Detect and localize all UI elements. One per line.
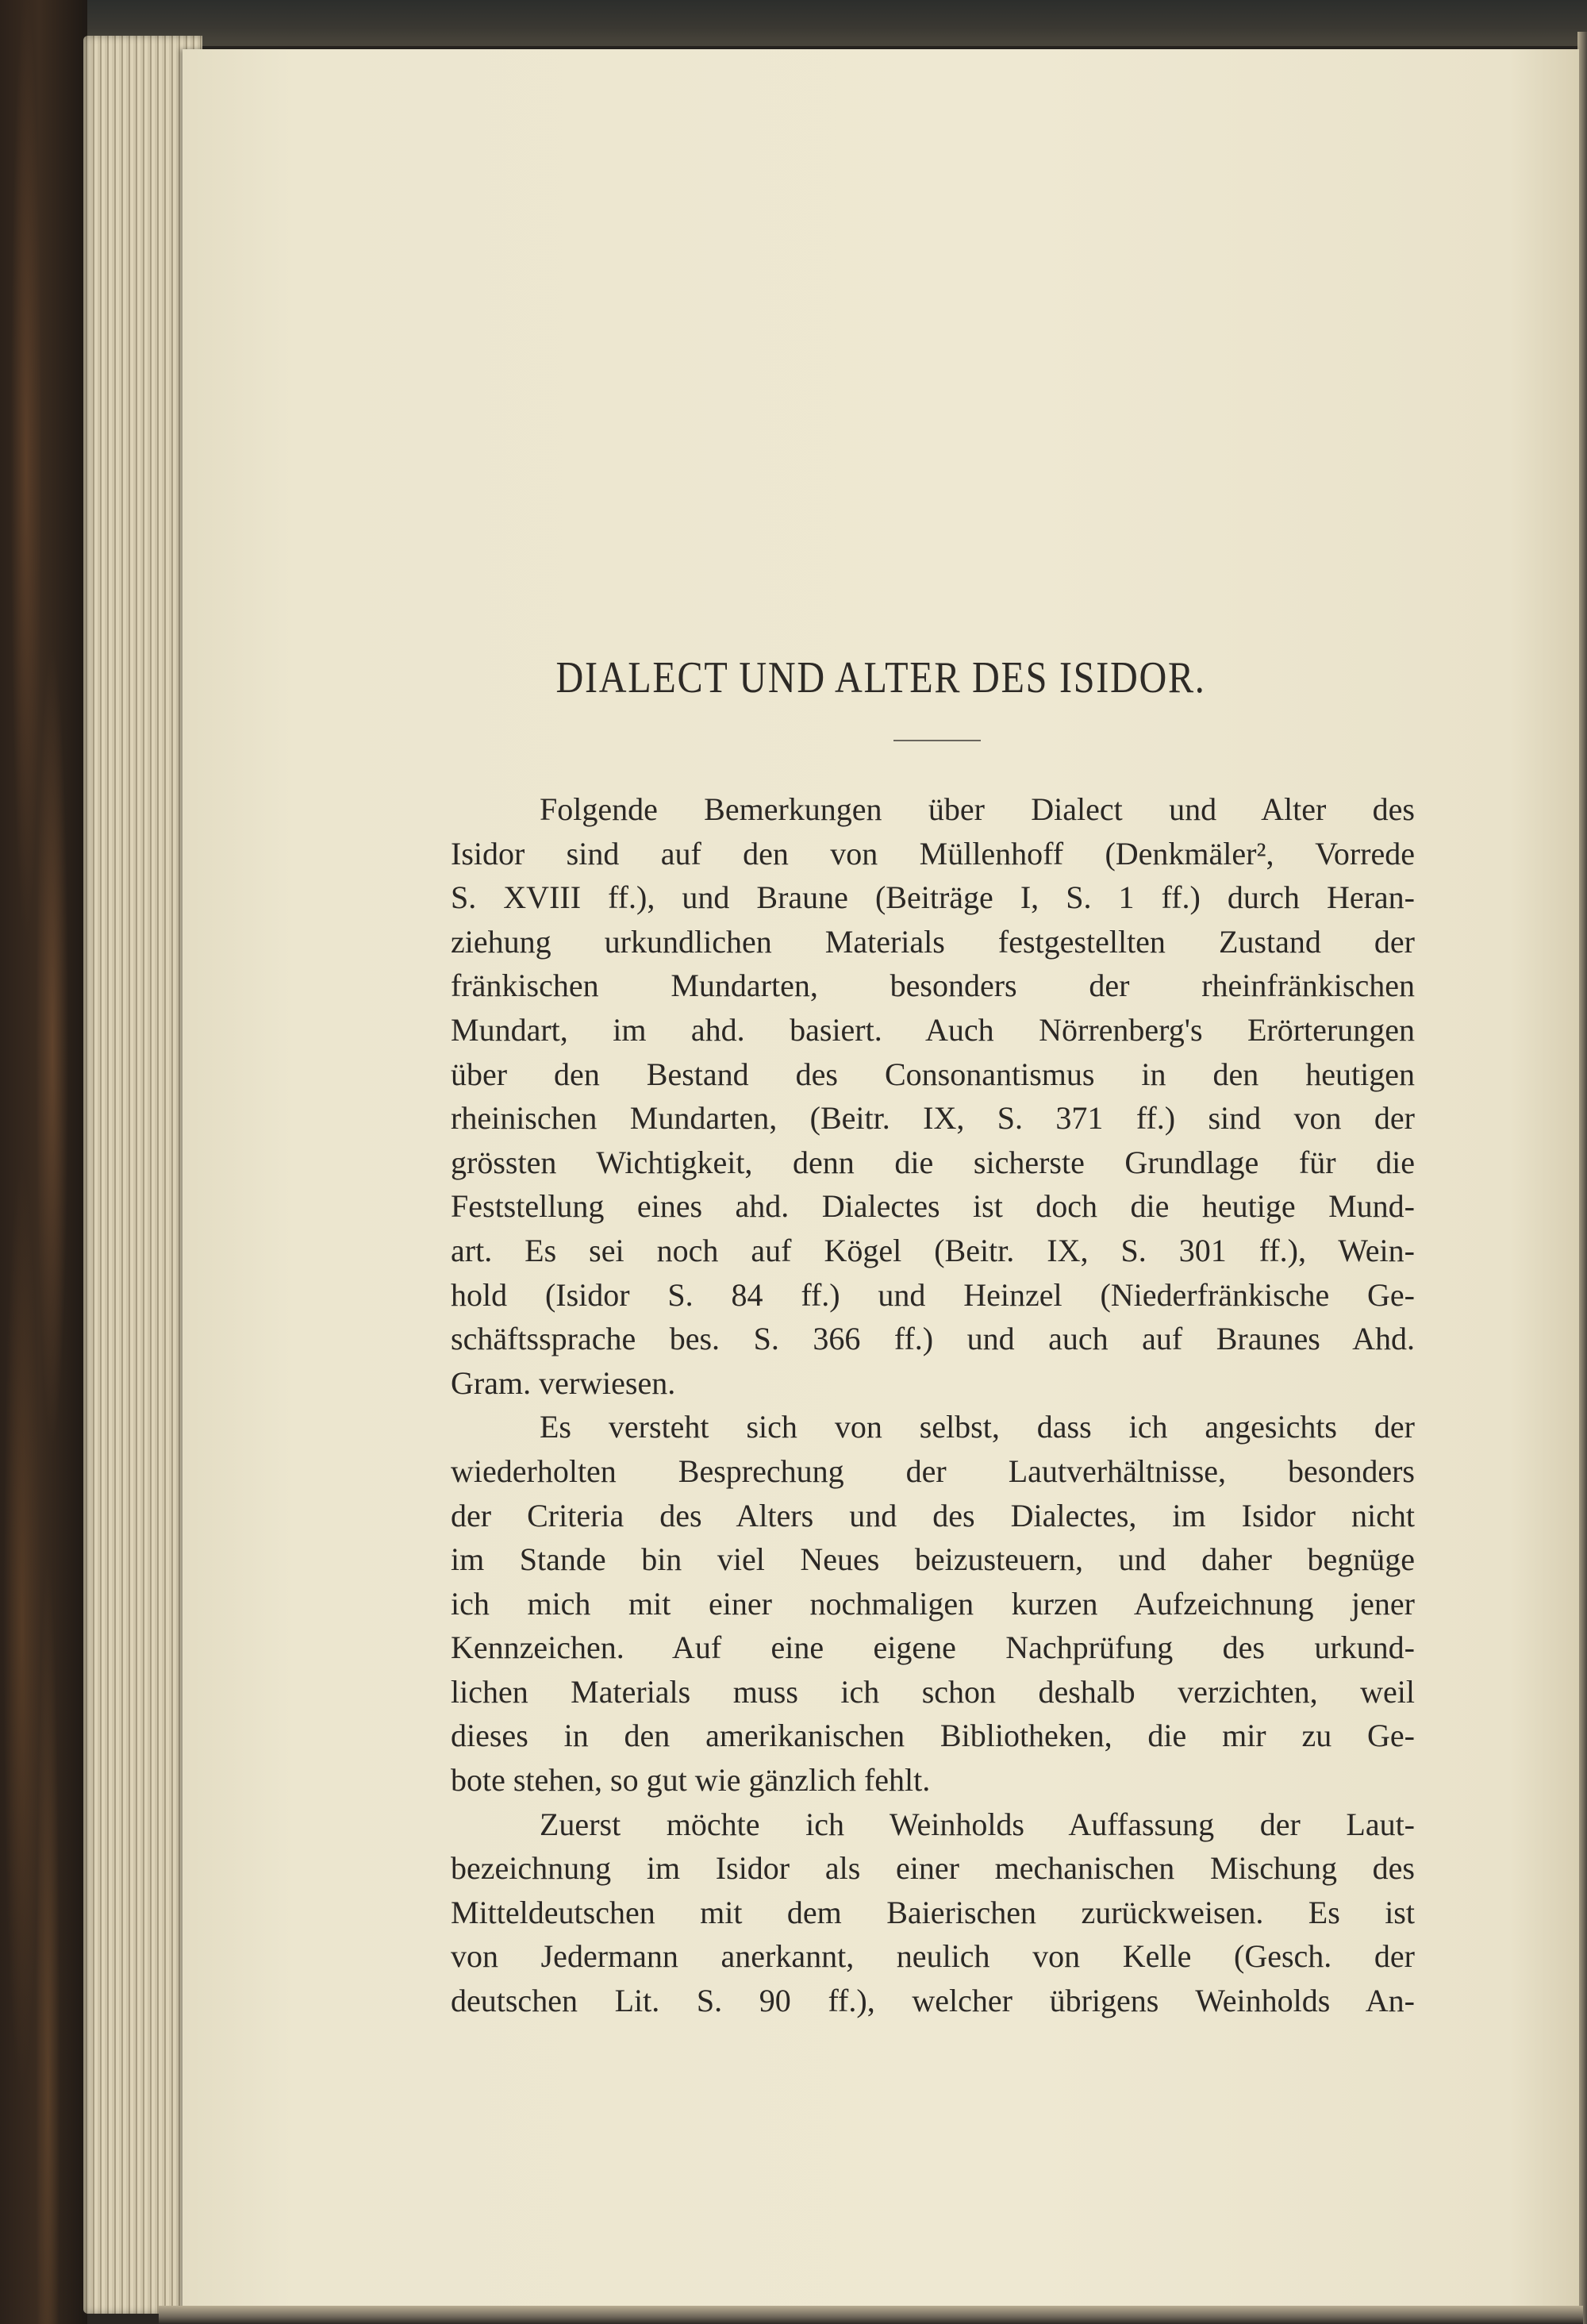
text-line: deutschen Lit. S. 90 ff.), welcher übrigens Weinholds An- — [451, 1983, 1415, 2019]
text-line: ich mich mit einer nochmaligen kurzen Aufzeichnung jener — [451, 1585, 1415, 1622]
text-line: Feststellung eines ahd. Dialectes ist doch die heutige Mund- — [451, 1188, 1415, 1225]
text-line: der Criteria des Alters und des Dialectes, im Isidor nicht — [451, 1497, 1415, 1533]
text-line: bezeichnung im Isidor als einer mechanischen Mischung des — [451, 1850, 1415, 1887]
text-line: Isidor sind auf den von Müllenhoff (Denkmäler², Vorrede — [451, 835, 1415, 872]
text-line: rheinischen Mundarten, (Beitr. IX, S. 371 ff.) sind von der — [451, 1100, 1415, 1137]
book-top-edge — [0, 0, 1587, 46]
text-line: Gram. verwiesen. — [451, 1364, 676, 1401]
text-line: über den Bestand des Consonantismus in den heutigen — [451, 1056, 1415, 1092]
text-line: schäftssprache bes. S. 366 ff.) und auch auf Braunes Ahd. — [451, 1321, 1415, 1357]
text-line: grössten Wichtigkeit, denn die sicherste Grundlage für die — [451, 1144, 1415, 1180]
text-line: bote stehen, so gut wie gänzlich fehlt. — [451, 1762, 931, 1799]
text-line: wiederholten Besprechung der Lautverhältnisse, besonders — [451, 1452, 1415, 1489]
text-line: von Jedermann anerkannt, neulich von Kelle (Gesch. der — [451, 1938, 1415, 1975]
text-line: Folgende Bemerkungen über Dialect und Alter des — [540, 791, 1415, 827]
text-line: Mundart, im ahd. basiert. Auch Nörrenberg's Erörterungen — [451, 1011, 1415, 1048]
heading-divider — [893, 740, 981, 741]
text-line: hold (Isidor S. 84 ff.) und Heinzel (Niederfränkische Ge- — [451, 1276, 1415, 1313]
text-line: dieses in den amerikanischen Bibliotheken, die mir zu Ge- — [451, 1718, 1415, 1754]
body-text — [451, 787, 1415, 2023]
chapter-heading: DIALECT UND ALTER DES ISIDOR. — [555, 653, 1206, 702]
text-line: art. Es sei noch auf Kögel (Beitr. IX, S. 301 ff.), Wein- — [451, 1232, 1415, 1268]
text-line: Es versteht sich von selbst, dass ich angesichts der — [540, 1409, 1415, 1445]
page-bottom-edge — [159, 2306, 1583, 2324]
text-line: S. XVIII ff.), und Braune (Beiträge I, S. 1 ff.) durch Heran- — [451, 879, 1415, 916]
text-line: fränkischen Mundarten, besonders der rheinfränkischen — [451, 968, 1415, 1004]
text-line: Zuerst möchte ich Weinholds Auffassung der Laut- — [540, 1806, 1415, 1842]
text-line: ziehung urkundlichen Materials festgestellten Zustand der — [451, 923, 1415, 960]
text-line: Kennzeichen. Auf eine eigene Nachprüfung des urkund- — [451, 1629, 1415, 1666]
book-cover — [0, 0, 87, 2324]
text-line: lichen Materials muss ich schon deshalb verzichten, weil — [451, 1673, 1415, 1710]
text-line: Mitteldeutschen mit dem Baierischen zurückweisen. Es ist — [451, 1894, 1415, 1930]
text-line: im Stande bin viel Neues beizusteuern, und daher begnüge — [451, 1541, 1415, 1578]
